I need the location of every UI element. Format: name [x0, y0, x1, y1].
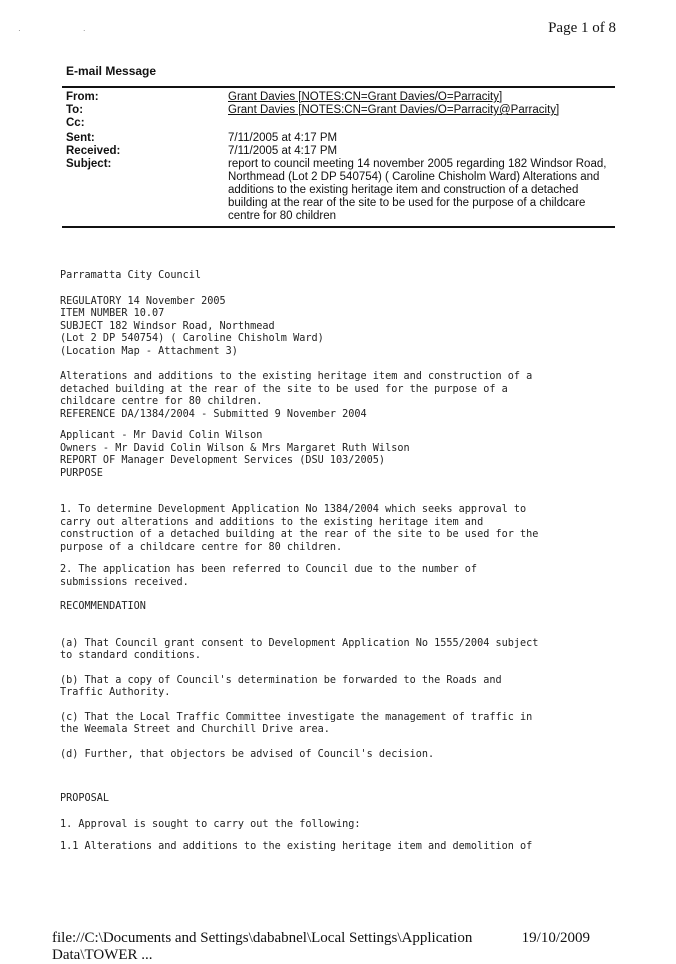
header-rule-top	[62, 86, 615, 88]
footer-file-path: file://C:\Documents and Settings\dababnel\Local Settings\Application Data\TOWER ...	[52, 930, 473, 963]
from-value[interactable]: Grant Davies [NOTES:CN=Grant Davies/O=Parracity]	[228, 91, 503, 103]
message-body	[60, 270, 605, 854]
page-number: Page 1 of 8	[548, 20, 616, 36]
email-header	[66, 91, 616, 223]
received-label: Received:	[66, 145, 121, 157]
body-council-name: Parramatta City Council	[60, 270, 202, 281]
body-recommendation-a: (a) That Council grant consent to Development Application No 1555/2004 subject to standard conditions.	[60, 637, 539, 661]
body-description: Alterations and additions to the existing heritage item and construction of a detached building at the rear of the site to be used for the purpose of a childcare centre for 80 children. REFERENCE DA/1384/2004 - Submitted 9 November 2004	[60, 371, 533, 420]
cc-value	[228, 117, 616, 130]
from-label: From:	[66, 91, 99, 103]
body-recommendation-c: (c) That the Local Traffic Committee investigate the management of traffic in the Weemala Street and Churchill Drive area.	[60, 711, 533, 735]
email-title: E-mail Message	[66, 64, 157, 78]
body-recommendation-d: (d) Further, that objectors be advised of Council's decision.	[60, 748, 435, 760]
body-purpose-1: 1. To determine Development Application No 1384/2004 which seeks approval to carry out alterations and additions to the existing heritage item and construction of a detached building at the rear of the site to be used for the purpose of a childcare centre for 80 children.	[60, 504, 539, 553]
subject-label: Subject:	[66, 158, 112, 170]
received-value: 7/11/2005 at 4:17 PM	[228, 145, 338, 157]
page-footer	[52, 930, 652, 964]
body-applicant: Applicant - Mr David Colin Wilson Owners - Mr David Colin Wilson & Mrs Margaret Ruth Wilson REPORT OF Manager Development Services (DSU 103/2005) PURPOSE	[60, 430, 410, 479]
header-rule-bottom	[62, 226, 615, 228]
cc-label: Cc:	[66, 117, 85, 129]
body-recommendation-heading: RECOMMENDATION	[60, 601, 146, 612]
sent-row	[66, 132, 616, 145]
from-row	[66, 91, 616, 104]
cc-row	[66, 117, 616, 130]
subject-row	[66, 158, 616, 223]
scan-specks: · ·	[18, 26, 116, 35]
body-recommendation-b: (b) That a copy of Council's determination be forwarded to the Roads and Traffic Authority.	[60, 674, 502, 698]
sent-value: 7/11/2005 at 4:17 PM	[228, 132, 338, 144]
received-row	[66, 145, 616, 158]
body-proposal-1: 1. Approval is sought to carry out the following:	[60, 818, 361, 830]
body-item-details: REGULATORY 14 November 2005 ITEM NUMBER 10.07 SUBJECT 182 Windsor Road, Northmead (Lot 2 DP 540754) ( Caroline Chisholm Ward) (Location Map - Attachment 3)	[60, 295, 324, 357]
body-purpose-2: 2. The application has been referred to Council due to the number of submissions received.	[60, 564, 478, 588]
to-row	[66, 104, 616, 117]
sent-label: Sent:	[66, 132, 95, 144]
to-value[interactable]: Grant Davies [NOTES:CN=Grant Davies/O=Parracity@Parracity]	[228, 104, 560, 116]
body-proposal-heading: PROPOSAL	[60, 793, 110, 804]
to-label: To:	[66, 104, 84, 116]
footer-date: 19/10/2009	[521, 930, 590, 946]
subject-value: report to council meeting 14 november 2005 regarding 182 Windsor Road, Northmead (Lot 2 DP 540754) ( Caroline Chisholm Ward) Alterations and additions to the existing heritage item and construction of a detached building at the rear of the site to be used for the purpose of a childcare centre for 80 children	[228, 158, 607, 222]
body-proposal-1-1: 1.1 Alterations and additions to the existing heritage item and demolition of	[60, 841, 533, 852]
